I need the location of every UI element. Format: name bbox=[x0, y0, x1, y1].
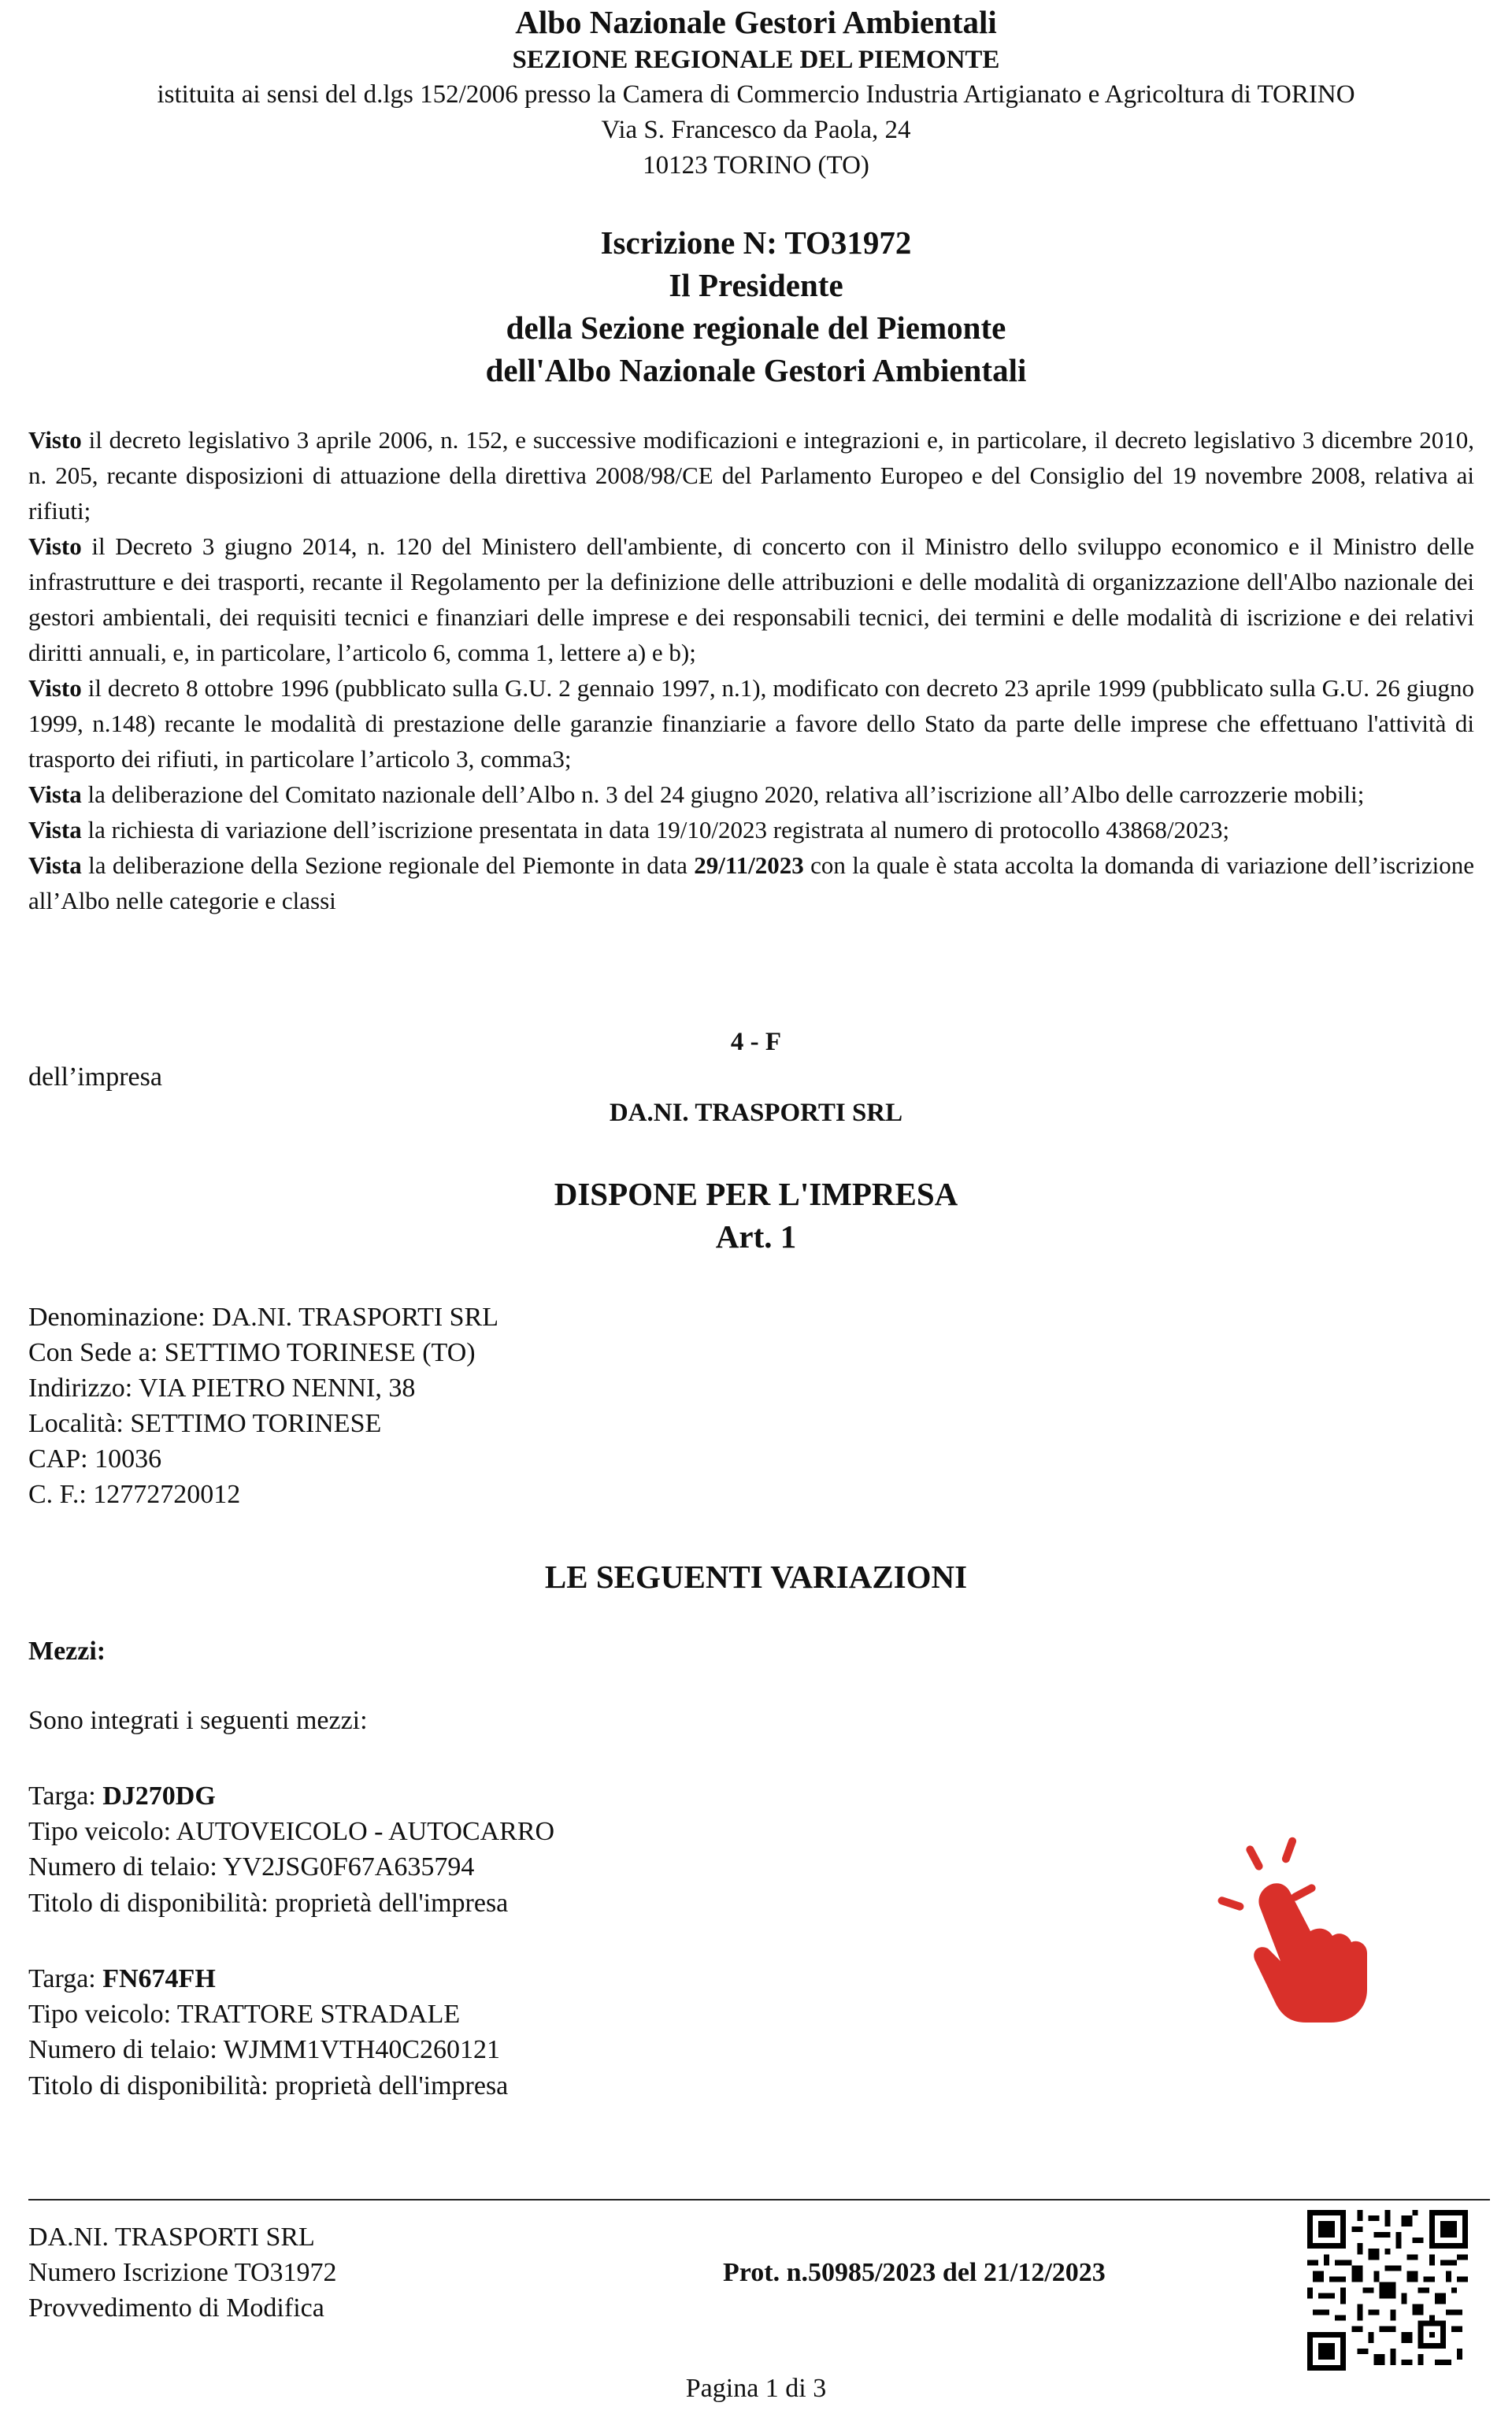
footer-divider bbox=[28, 2199, 1490, 2201]
footer-protocol: Prot. n.50985/2023 del 21/12/2023 bbox=[723, 2258, 1106, 2287]
header-section: SEZIONE REGIONALE DEL PIEMONTE bbox=[512, 46, 1000, 74]
clause-text: con la quale è stata accolta la domanda di variazione dell’iscrizione all’Albo nelle categorie e classi bbox=[28, 851, 1474, 914]
preamble-text bbox=[28, 422, 1474, 918]
clause-1 bbox=[28, 422, 1474, 528]
targa-value: DJ270DG bbox=[102, 1782, 216, 1811]
company-cf: C. F.: 12772720012 bbox=[28, 1480, 241, 1509]
registration-number: Iscrizione N: TO31972 bbox=[600, 224, 912, 261]
clause-text: la deliberazione del Comitato nazionale dell’Albo n. 3 del 24 giugno 2020, relativa all’iscrizione all’Albo delle carrozzerie mobili; bbox=[81, 780, 1365, 808]
page-number: Pagina 1 di 3 bbox=[685, 2374, 827, 2403]
qr-code-icon bbox=[1307, 2210, 1468, 2371]
targa-value: FN674FH bbox=[102, 1964, 216, 1993]
company-indirizzo: Indirizzo: VIA PIETRO NENNI, 38 bbox=[28, 1374, 416, 1403]
clause-label: Vista bbox=[28, 851, 82, 879]
clause-text: la deliberazione della Sezione regionale del Piemonte in data bbox=[81, 851, 695, 879]
header-city: 10123 TORINO (TO) bbox=[643, 151, 869, 180]
albo-line: dell'Albo Nazionale Gestori Ambientali bbox=[485, 352, 1027, 388]
clause-text: il Decreto 3 giugno 2014, n. 120 del Ministero dell'ambiente, di concerto con il Ministro dello sviluppo economico e il Ministro delle infrastrutture e dei trasporti, recante il Regolamento per la definizione delle attribuzioni e delle modalità di organizzazione dell'Albo nazionale dei gestori ambientali, dei requisiti tecnici e finanziari delle imprese e dei responsabili tecnici, dei termini e delle modalità di iscrizione e dei relativi diritti annuali, e, in particolare, l’articolo 6, comma 1, lettere a) e b); bbox=[28, 532, 1474, 666]
mezzi-intro: Sono integrati i seguenti mezzi: bbox=[28, 1706, 368, 1735]
header-title: Albo Nazionale Gestori Ambientali bbox=[515, 4, 997, 40]
company-denominazione: Denominazione: DA.NI. TRASPORTI SRL bbox=[28, 1303, 499, 1332]
footer-iscrizione: Numero Iscrizione TO31972 bbox=[28, 2258, 337, 2287]
clause-3 bbox=[28, 670, 1474, 777]
header-established: istituita ai sensi del d.lgs 152/2006 presso la Camera di Commercio Industria Artigianato e Agricoltura di TORINO bbox=[157, 80, 1355, 109]
clause-text: il decreto 8 ottobre 1996 (pubblicato sulla G.U. 2 gennaio 1997, n.1), modificato con decreto 23 aprile 1999 (pubblicato sulla G.U. 26 giugno 1999, n.148) recante le modalità di prestazione delle garanzie finanziarie a favore dello Stato da parte delle imprese che effettuano l'attività di trasporto dei rifiuti, in particolare l’articolo 3, comma3; bbox=[28, 674, 1474, 773]
clause-4 bbox=[28, 777, 1474, 812]
impresa-label: dell’impresa bbox=[28, 1062, 162, 1092]
category-class: 4 - F bbox=[730, 1028, 782, 1056]
dispone-heading: DISPONE PER L'IMPRESA bbox=[554, 1176, 958, 1212]
clause-label: Vista bbox=[28, 780, 82, 808]
mezzi-label: Mezzi: bbox=[28, 1637, 106, 1666]
variazioni-heading: LE SEGUENTI VARIAZIONI bbox=[544, 1559, 968, 1595]
clause-6 bbox=[28, 847, 1474, 918]
vehicle-telaio: Numero di telaio: WJMM1VTH40C260121 bbox=[28, 2035, 501, 2064]
vehicle-targa bbox=[28, 1778, 216, 1814]
clause-5 bbox=[28, 812, 1474, 847]
vehicle-targa bbox=[28, 1961, 216, 1997]
clause-label: Vista bbox=[28, 816, 82, 844]
section-line: della Sezione regionale del Piemonte bbox=[506, 310, 1006, 346]
company-localita: Località: SETTIMO TORINESE bbox=[28, 1409, 382, 1438]
vehicle-telaio: Numero di telaio: YV2JSG0F67A635794 bbox=[28, 1852, 475, 1882]
vehicle-titolo: Titolo di disponibilità: proprietà dell'impresa bbox=[28, 2071, 509, 2100]
vehicle-tipo: Tipo veicolo: TRATTORE STRADALE bbox=[28, 2000, 461, 2029]
deliberation-date: 29/11/2023 bbox=[694, 851, 804, 879]
article-heading: Art. 1 bbox=[715, 1218, 797, 1255]
clause-label: Visto bbox=[28, 532, 82, 560]
clause-label: Visto bbox=[28, 426, 82, 454]
company-sede: Con Sede a: SETTIMO TORINESE (TO) bbox=[28, 1338, 476, 1367]
vehicle-titolo: Titolo di disponibilità: proprietà dell'impresa bbox=[28, 1889, 509, 1918]
vehicle-tipo: Tipo veicolo: AUTOVEICOLO - AUTOCARRO bbox=[28, 1817, 555, 1846]
pointing-hand-icon bbox=[1213, 1835, 1370, 2024]
company-name-heading: DA.NI. TRASPORTI SRL bbox=[609, 1099, 903, 1127]
footer-company: DA.NI. TRASPORTI SRL bbox=[28, 2223, 315, 2252]
header-street: Via S. Francesco da Paola, 24 bbox=[601, 116, 911, 144]
company-cap: CAP: 10036 bbox=[28, 1444, 162, 1474]
targa-label: Targa: bbox=[28, 1782, 103, 1811]
clause-2 bbox=[28, 528, 1474, 670]
clause-text: il decreto legislativo 3 aprile 2006, n. 152, e successive modificazioni e integrazioni e, in particolare, il decreto legislativo 3 dicembre 2010, n. 205, recante disposizioni di attuazione della direttiva 2008/98/CE del Parlamento Europeo e del Consiglio del 19 novembre 2008, relativa ai rifiuti; bbox=[28, 426, 1474, 525]
clause-label: Visto bbox=[28, 674, 82, 702]
clause-text: la richiesta di variazione dell’iscrizione presentata in data 19/10/2023 registrata al numero di protocollo 43868/2023; bbox=[81, 816, 1230, 844]
targa-label: Targa: bbox=[28, 1964, 103, 1993]
president-title: Il Presidente bbox=[669, 267, 843, 303]
footer-provvedimento: Provvedimento di Modifica bbox=[28, 2293, 324, 2323]
